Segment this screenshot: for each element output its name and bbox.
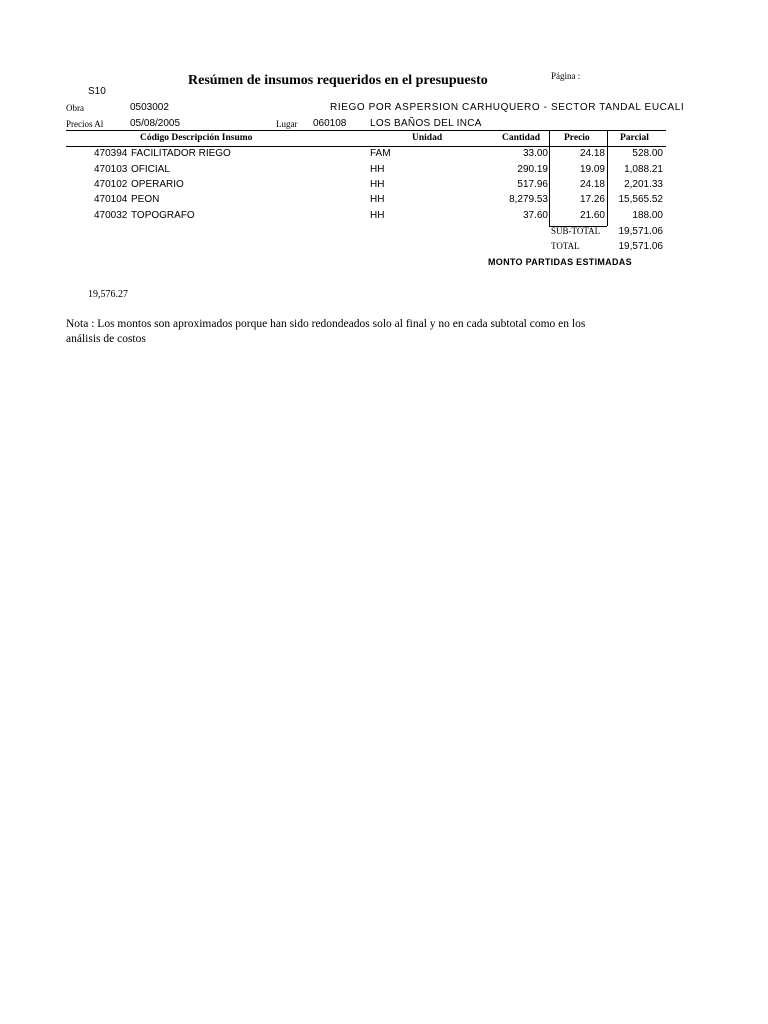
row-price: 24.18 <box>579 179 605 190</box>
obra-code: 0503002 <box>130 102 169 113</box>
row-code: 470032 <box>94 210 128 221</box>
column-header-precio: Precio <box>564 133 590 143</box>
column-header-unidad: Unidad <box>412 133 443 143</box>
obra-description: RIEGO POR ASPERSION CARHUQUERO - SECTOR TANDAL EUCALI <box>330 102 685 113</box>
row-quantity: 8,279.53 <box>509 194 548 205</box>
row-quantity: 290.19 <box>517 164 548 175</box>
row-description: FACILITADOR RIEGO <box>131 148 231 159</box>
row-unit: HH <box>370 164 385 175</box>
row-partial: 2,201.33 <box>624 179 663 190</box>
row-partial: 188.00 <box>632 210 663 221</box>
page-title: Resúmen de insumos requeridos en el presupuesto <box>188 73 488 88</box>
obra-label: Obra <box>66 103 84 113</box>
lugar-label: Lugar <box>276 119 298 129</box>
total-label: TOTAL <box>551 241 580 251</box>
precios-date: 05/08/2005 <box>130 118 181 129</box>
note-line-1: Nota : Los montos son aproximados porque han sido redondeados solo al final y no en cada subtotal como en los <box>66 318 586 330</box>
column-header-codigo: Código Descripción Insumo <box>140 133 253 143</box>
row-description: PEON <box>131 194 160 205</box>
row-partial: 15,565.52 <box>618 194 663 205</box>
row-quantity: 517.96 <box>517 179 548 190</box>
row-unit: FAM <box>370 148 391 159</box>
row-price: 21.60 <box>579 210 605 221</box>
estimate-value: 19,576.27 <box>88 289 128 300</box>
subtotal-value: 19,571.06 <box>618 226 663 237</box>
row-description: TOPOGRAFO <box>131 210 195 221</box>
header-top-rule <box>66 130 666 131</box>
row-code: 470102 <box>94 179 128 190</box>
monto-partidas-label: MONTO PARTIDAS ESTIMADAS <box>488 257 632 267</box>
page-number-label: Página : <box>551 71 581 81</box>
note-line-2: análisis de costos <box>66 333 146 345</box>
row-price: 17.26 <box>579 194 605 205</box>
row-code: 470103 <box>94 164 128 175</box>
lugar-name: LOS BAÑOS DEL INCA <box>370 118 482 129</box>
total-value: 19,571.06 <box>618 241 663 252</box>
row-description: OPERARIO <box>131 179 184 190</box>
row-partial: 528.00 <box>632 148 663 159</box>
column-header-parcial: Parcial <box>620 133 649 143</box>
row-unit: HH <box>370 179 385 190</box>
row-description: OFICIAL <box>131 164 170 175</box>
row-partial: 1,088.21 <box>624 164 663 175</box>
row-price: 19.09 <box>579 164 605 175</box>
subtotal-label: SUB-TOTAL <box>551 226 601 236</box>
row-code: 470394 <box>94 148 128 159</box>
row-quantity: 33.00 <box>522 148 548 159</box>
precios-label: Precios Al <box>66 119 104 129</box>
row-price: 24.18 <box>579 148 605 159</box>
column-header-cantidad: Cantidad <box>501 133 540 143</box>
system-code: S10 <box>88 86 106 97</box>
row-quantity: 37.60 <box>522 210 548 221</box>
row-unit: HH <box>370 210 385 221</box>
row-unit: HH <box>370 194 385 205</box>
row-code: 470104 <box>94 194 128 205</box>
header-bottom-rule <box>66 146 666 147</box>
lugar-code: 060108 <box>313 118 347 129</box>
